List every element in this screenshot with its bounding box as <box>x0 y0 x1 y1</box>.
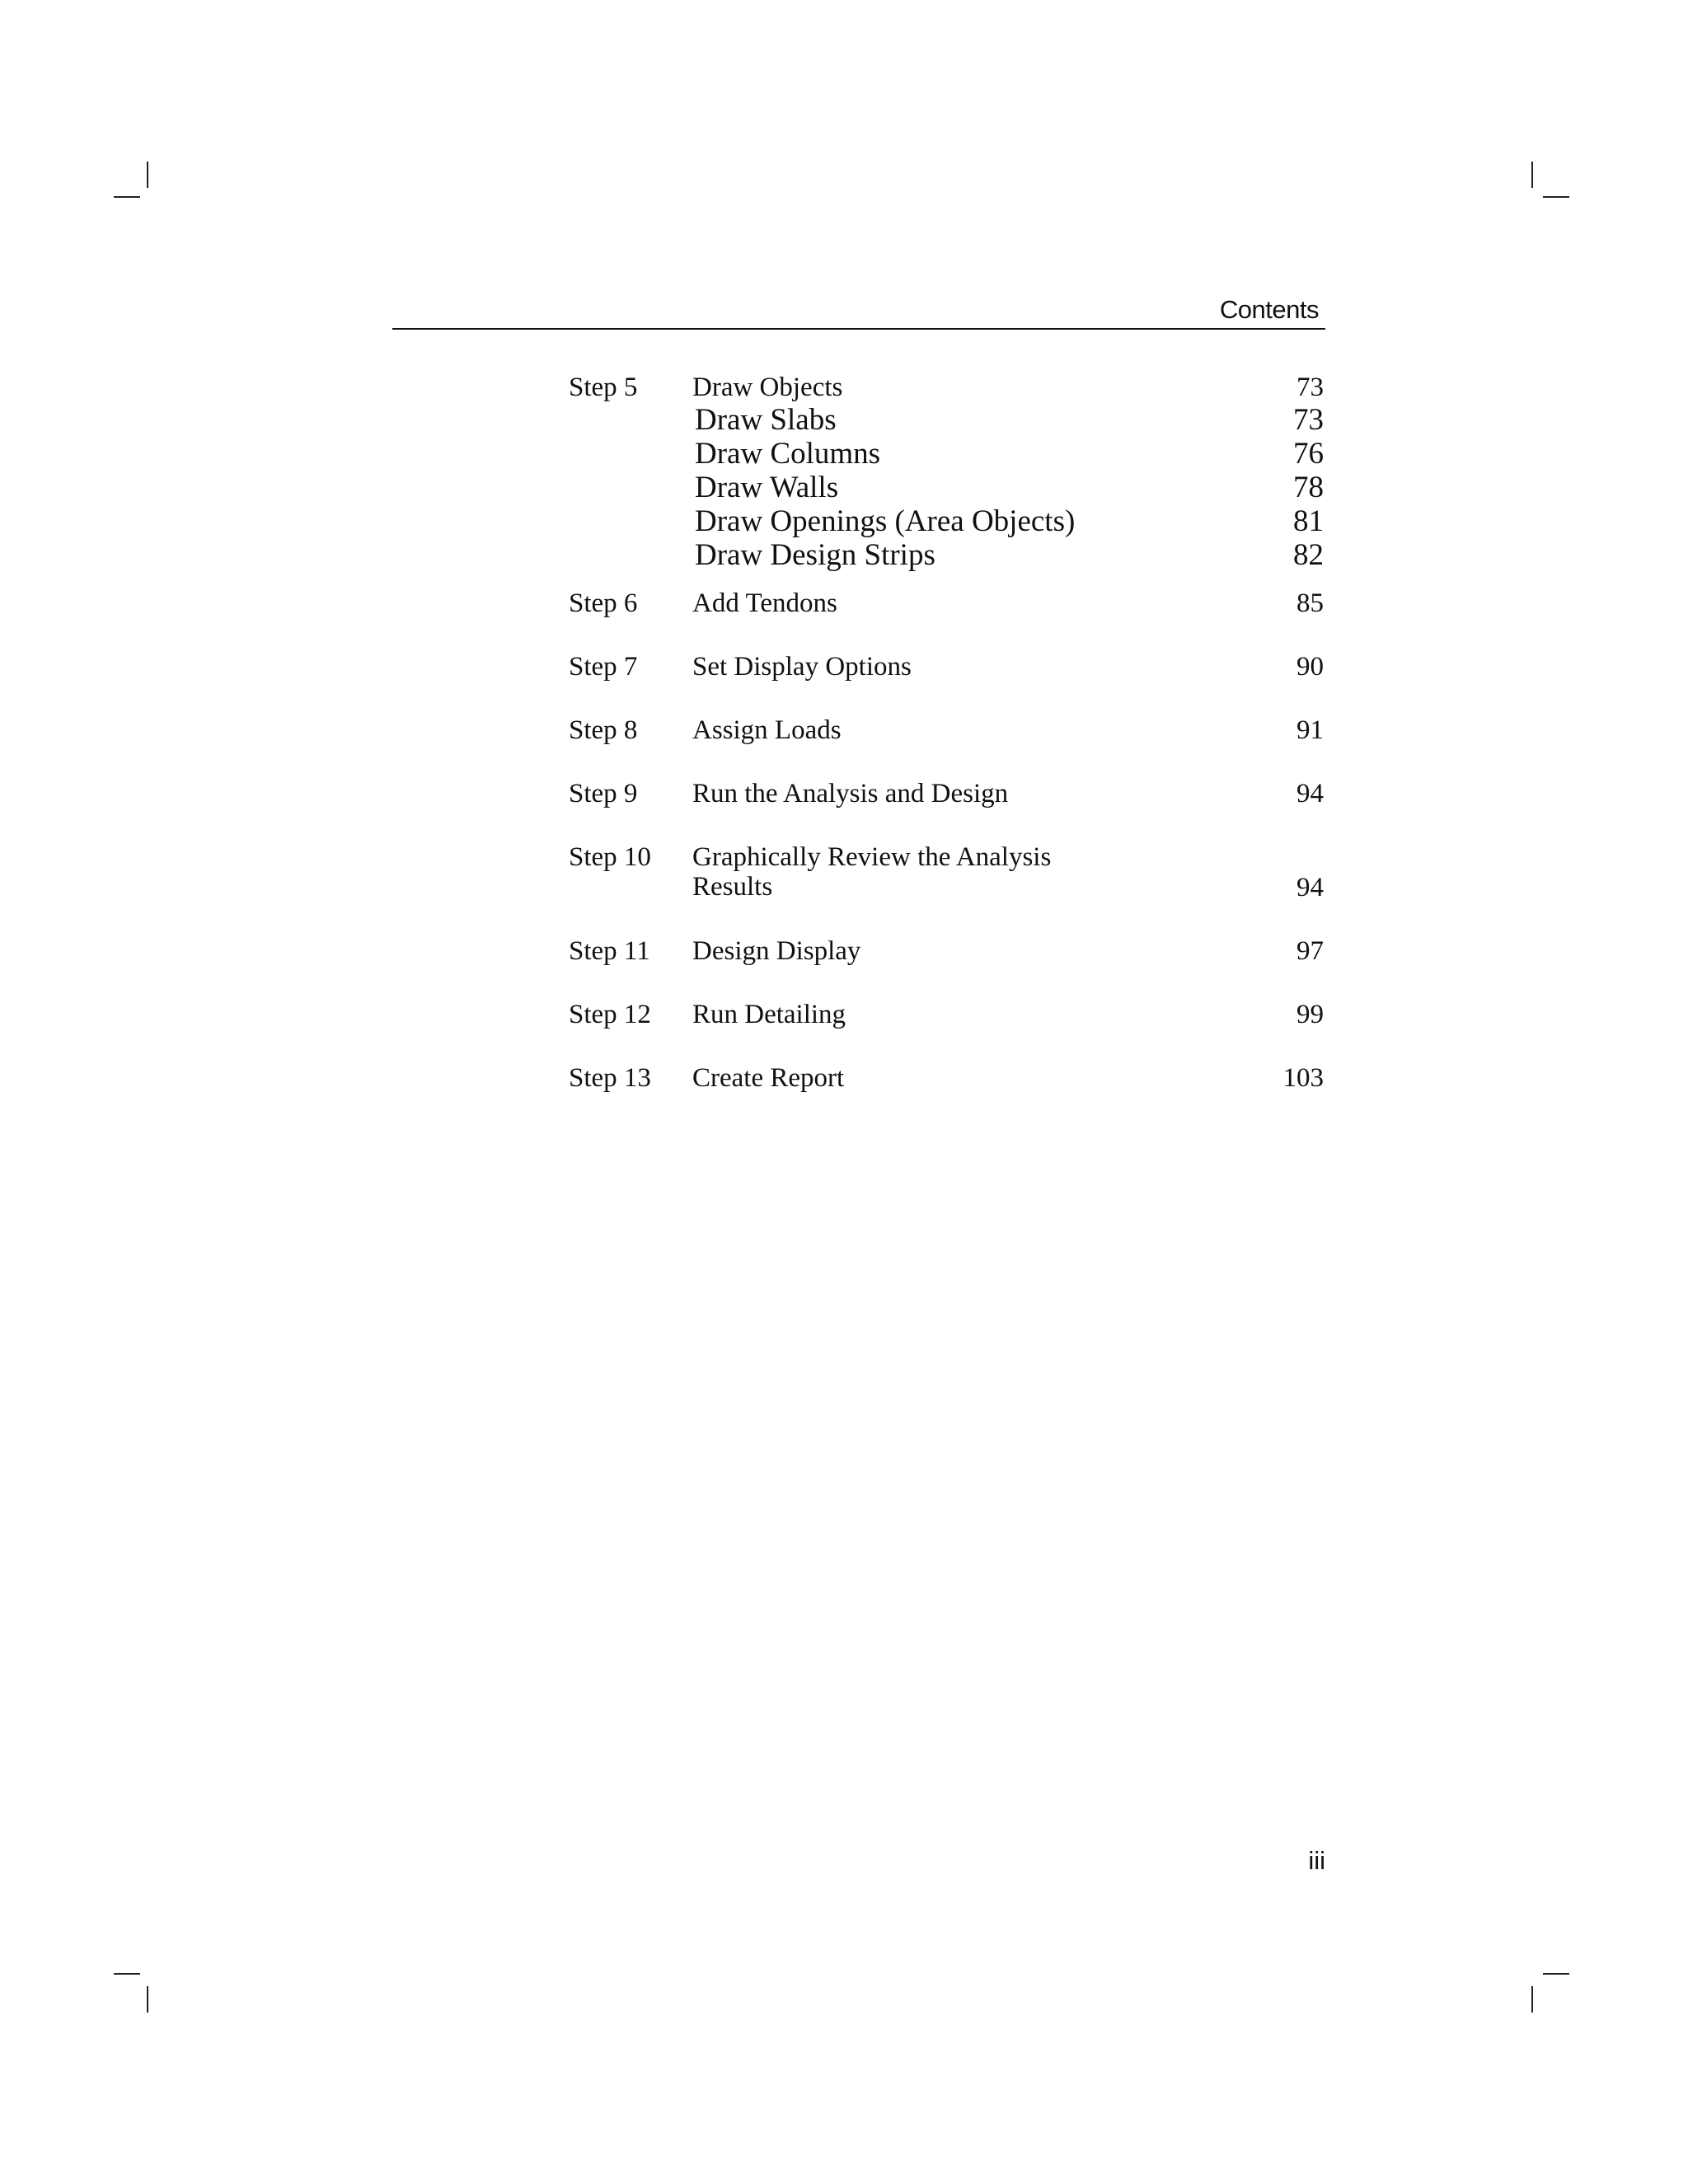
toc-page-number: 97 <box>1296 936 1324 966</box>
toc-page-number: 99 <box>1296 1000 1324 1029</box>
crop-mark <box>114 1973 140 1975</box>
toc-entry-title: Run the Analysis and Design <box>692 779 1009 808</box>
toc-page-number: 103 <box>1282 1063 1324 1093</box>
toc-entry-title: Assign Loads <box>692 715 842 745</box>
toc-entry-title: Set Display Options <box>692 652 912 682</box>
toc-page-number: 94 <box>1296 873 1324 902</box>
toc-page-number: 73 <box>1293 403 1324 437</box>
toc-entry-title: Draw Openings (Area Objects) <box>695 504 1076 538</box>
crop-mark <box>1543 1973 1569 1975</box>
toc-page-number: 85 <box>1296 588 1324 618</box>
toc-entry-title: Design Display <box>692 936 861 966</box>
crop-mark <box>1531 162 1533 188</box>
toc-step-label: Step 13 <box>569 1063 651 1093</box>
toc-entry-title: Draw Columns <box>695 437 881 471</box>
toc-step-label: Step 10 <box>569 842 651 872</box>
running-head-title: Contents <box>1219 295 1319 324</box>
toc-step-label: Step 8 <box>569 715 638 745</box>
toc-page-number: 78 <box>1293 471 1324 504</box>
toc-page-number: 82 <box>1293 538 1324 572</box>
toc-step-label: Step 11 <box>569 936 650 966</box>
toc-entry-title: Draw Walls <box>695 471 839 504</box>
toc-entry-title: Run Detailing <box>692 1000 846 1029</box>
crop-mark <box>1531 1986 1533 2013</box>
crop-mark <box>147 162 148 188</box>
toc-entry-title: Draw Objects <box>692 373 843 402</box>
toc-step-label: Step 12 <box>569 1000 651 1029</box>
toc-entry-title: Create Report <box>692 1063 845 1093</box>
crop-mark <box>147 1986 148 2013</box>
toc-entry-title: Draw Slabs <box>695 403 837 437</box>
toc-page-number: 90 <box>1296 652 1324 682</box>
toc-entry-title: Graphically Review the Analysis Results <box>692 842 1052 902</box>
toc-page-number: 91 <box>1296 715 1324 745</box>
toc-entry-title: Add Tendons <box>692 588 837 618</box>
toc-page-number: 94 <box>1296 779 1324 808</box>
toc-page-number: 81 <box>1293 504 1324 538</box>
toc-step-label: Step 7 <box>569 652 638 682</box>
toc-step-label: Step 9 <box>569 779 638 808</box>
toc-page-number: 73 <box>1296 373 1324 402</box>
crop-mark <box>1543 196 1569 198</box>
crop-mark <box>114 196 140 198</box>
page-number: iii <box>1308 1846 1325 1875</box>
toc-step-label: Step 6 <box>569 588 638 618</box>
running-head <box>392 295 1325 330</box>
toc-step-label: Step 5 <box>569 373 638 402</box>
toc-entry-title: Draw Design Strips <box>695 538 935 572</box>
toc-page-number: 76 <box>1293 437 1324 471</box>
